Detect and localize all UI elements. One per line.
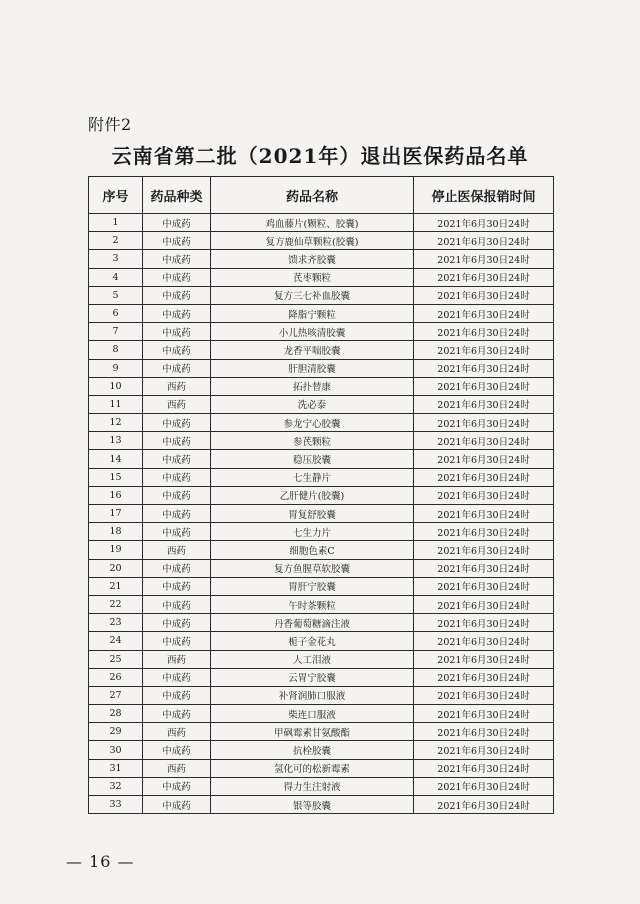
row-stop-time-cell: 2021年6月30日24时: [414, 304, 554, 322]
row-stop-time-cell: 2021年6月30日24时: [414, 541, 554, 559]
column-header-drug-name: 药品名称: [211, 177, 414, 214]
row-category-cell: 中成药: [143, 486, 211, 504]
table-row: [89, 395, 554, 413]
table-row: [89, 450, 554, 468]
row-drug-name-cell: 栀子金花丸: [211, 632, 414, 650]
row-drug-name-cell: 复方三七补血胶囊: [211, 286, 414, 304]
row-index-cell: 22: [89, 595, 143, 613]
row-drug-name-cell: 乙肝健片(胶囊): [211, 486, 414, 504]
row-index-cell: 31: [89, 759, 143, 777]
table-row: [89, 577, 554, 595]
row-stop-time-cell: 2021年6月30日24时: [414, 250, 554, 268]
row-category-cell: 中成药: [143, 668, 211, 686]
row-category-cell: 中成药: [143, 614, 211, 632]
row-index-cell: 25: [89, 650, 143, 668]
row-index-cell: 33: [89, 796, 143, 814]
row-index-cell: 20: [89, 559, 143, 577]
row-stop-time-cell: 2021年6月30日24时: [414, 523, 554, 541]
table-row: [89, 541, 554, 559]
row-stop-time-cell: 2021年6月30日24时: [414, 632, 554, 650]
row-stop-time-cell: 2021年6月30日24时: [414, 468, 554, 486]
row-index-cell: 12: [89, 414, 143, 432]
row-index-cell: 4: [89, 268, 143, 286]
row-drug-name-cell: 鸡血藤片(颗粒、胶囊): [211, 214, 414, 232]
table-row: [89, 486, 554, 504]
table-row: [89, 341, 554, 359]
row-index-cell: 11: [89, 395, 143, 413]
row-stop-time-cell: 2021年6月30日24时: [414, 668, 554, 686]
table-row: [89, 250, 554, 268]
table-row: [89, 414, 554, 432]
row-stop-time-cell: 2021年6月30日24时: [414, 650, 554, 668]
row-category-cell: 中成药: [143, 450, 211, 468]
row-index-cell: 24: [89, 632, 143, 650]
row-index-cell: 8: [89, 341, 143, 359]
row-category-cell: 中成药: [143, 323, 211, 341]
row-drug-name-cell: 补肾润肺口服液: [211, 686, 414, 704]
table-row: [89, 650, 554, 668]
row-index-cell: 26: [89, 668, 143, 686]
table-row: [89, 668, 554, 686]
row-index-cell: 18: [89, 523, 143, 541]
row-drug-name-cell: 七生力片: [211, 523, 414, 541]
row-category-cell: 中成药: [143, 523, 211, 541]
row-category-cell: 中成药: [143, 432, 211, 450]
table-row: [89, 268, 554, 286]
row-index-cell: 3: [89, 250, 143, 268]
row-drug-name-cell: 得力生注射液: [211, 777, 414, 795]
table-row: [89, 595, 554, 613]
row-stop-time-cell: 2021年6月30日24时: [414, 686, 554, 704]
table-row: [89, 323, 554, 341]
table-row: [89, 468, 554, 486]
row-drug-name-cell: 复方鹿仙草颗粒(胶囊): [211, 232, 414, 250]
row-drug-name-cell: 胃复舒胶囊: [211, 505, 414, 523]
row-index-cell: 6: [89, 304, 143, 322]
row-stop-time-cell: 2021年6月30日24时: [414, 614, 554, 632]
row-drug-name-cell: 降脂宁颗粒: [211, 304, 414, 322]
row-category-cell: 中成药: [143, 705, 211, 723]
table-row: [89, 723, 554, 741]
row-drug-name-cell: 云胃宁胶囊: [211, 668, 414, 686]
row-stop-time-cell: 2021年6月30日24时: [414, 759, 554, 777]
row-category-cell: 中成药: [143, 595, 211, 613]
row-stop-time-cell: 2021年6月30日24时: [414, 505, 554, 523]
row-index-cell: 21: [89, 577, 143, 595]
table-row: [89, 359, 554, 377]
table-row: [89, 632, 554, 650]
row-drug-name-cell: 人工泪液: [211, 650, 414, 668]
row-drug-name-cell: 小儿热咳清胶囊: [211, 323, 414, 341]
row-drug-name-cell: 氢化可的松新霉素: [211, 759, 414, 777]
table-row: [89, 304, 554, 322]
row-stop-time-cell: 2021年6月30日24时: [414, 432, 554, 450]
row-index-cell: 32: [89, 777, 143, 795]
table-row: [89, 559, 554, 577]
row-category-cell: 中成药: [143, 741, 211, 759]
row-category-cell: 中成药: [143, 359, 211, 377]
row-stop-time-cell: 2021年6月30日24时: [414, 232, 554, 250]
row-index-cell: 23: [89, 614, 143, 632]
row-stop-time-cell: 2021年6月30日24时: [414, 705, 554, 723]
row-index-cell: 19: [89, 541, 143, 559]
row-stop-time-cell: 2021年6月30日24时: [414, 359, 554, 377]
row-stop-time-cell: 2021年6月30日24时: [414, 796, 554, 814]
row-category-cell: 中成药: [143, 777, 211, 795]
row-stop-time-cell: 2021年6月30日24时: [414, 577, 554, 595]
table-row: [89, 705, 554, 723]
column-header-index: 序号: [89, 177, 143, 214]
row-stop-time-cell: 2021年6月30日24时: [414, 559, 554, 577]
row-category-cell: 中成药: [143, 577, 211, 595]
row-index-cell: 27: [89, 686, 143, 704]
row-drug-name-cell: 龙香平喘胶囊: [211, 341, 414, 359]
row-drug-name-cell: 丹香葡萄糖滴注液: [211, 614, 414, 632]
document-title: 云南省第二批（2021年）退出医保药品名单: [111, 144, 529, 168]
page-number: — 16 —: [66, 852, 135, 871]
row-index-cell: 28: [89, 705, 143, 723]
row-category-cell: 中成药: [143, 304, 211, 322]
row-stop-time-cell: 2021年6月30日24时: [414, 323, 554, 341]
row-index-cell: 17: [89, 505, 143, 523]
row-drug-name-cell: 午时茶颗粒: [211, 595, 414, 613]
row-category-cell: 西药: [143, 650, 211, 668]
row-drug-name-cell: 馈求齐胶囊: [211, 250, 414, 268]
row-drug-name-cell: 柴连口服液: [211, 705, 414, 723]
row-stop-time-cell: 2021年6月30日24时: [414, 214, 554, 232]
row-drug-name-cell: 肝胆清胶囊: [211, 359, 414, 377]
row-index-cell: 7: [89, 323, 143, 341]
row-category-cell: 西药: [143, 759, 211, 777]
row-category-cell: 中成药: [143, 559, 211, 577]
row-drug-name-cell: 七生静片: [211, 468, 414, 486]
row-index-cell: 29: [89, 723, 143, 741]
row-drug-name-cell: 复方鱼腥草软胶囊: [211, 559, 414, 577]
row-drug-name-cell: 参芪颗粒: [211, 432, 414, 450]
row-stop-time-cell: 2021年6月30日24时: [414, 777, 554, 795]
row-stop-time-cell: 2021年6月30日24时: [414, 395, 554, 413]
row-category-cell: 西药: [143, 723, 211, 741]
row-stop-time-cell: 2021年6月30日24时: [414, 450, 554, 468]
row-drug-name-cell: 细胞色素C: [211, 541, 414, 559]
row-category-cell: 中成药: [143, 686, 211, 704]
row-index-cell: 5: [89, 286, 143, 304]
row-index-cell: 9: [89, 359, 143, 377]
row-category-cell: 中成药: [143, 632, 211, 650]
row-category-cell: 中成药: [143, 232, 211, 250]
row-index-cell: 14: [89, 450, 143, 468]
table-row: [89, 796, 554, 814]
table-row: [89, 741, 554, 759]
column-header-stop-time: 停止医保报销时间: [414, 177, 554, 214]
row-category-cell: 中成药: [143, 286, 211, 304]
row-index-cell: 13: [89, 432, 143, 450]
row-stop-time-cell: 2021年6月30日24时: [414, 486, 554, 504]
row-category-cell: 中成药: [143, 214, 211, 232]
table-row: [89, 759, 554, 777]
table-row: [89, 232, 554, 250]
row-stop-time-cell: 2021年6月30日24时: [414, 268, 554, 286]
drug-list-table: [88, 176, 554, 814]
table-row: [89, 777, 554, 795]
row-category-cell: 中成药: [143, 414, 211, 432]
table-body: [89, 214, 554, 814]
row-category-cell: 西药: [143, 377, 211, 395]
row-category-cell: 中成药: [143, 341, 211, 359]
row-index-cell: 16: [89, 486, 143, 504]
table-row: [89, 505, 554, 523]
table-row: [89, 286, 554, 304]
row-category-cell: 中成药: [143, 505, 211, 523]
row-drug-name-cell: 胃肝宁胶囊: [211, 577, 414, 595]
row-index-cell: 10: [89, 377, 143, 395]
row-index-cell: 30: [89, 741, 143, 759]
row-drug-name-cell: 甲砜霉素甘氨酸酯: [211, 723, 414, 741]
table-header-row: [89, 177, 554, 214]
column-header-category: 药品种类: [143, 177, 211, 214]
row-stop-time-cell: 2021年6月30日24时: [414, 341, 554, 359]
row-category-cell: 中成药: [143, 468, 211, 486]
table-row: [89, 432, 554, 450]
table-row: [89, 686, 554, 704]
row-stop-time-cell: 2021年6月30日24时: [414, 741, 554, 759]
row-category-cell: 西药: [143, 395, 211, 413]
row-category-cell: 中成药: [143, 796, 211, 814]
row-stop-time-cell: 2021年6月30日24时: [414, 377, 554, 395]
row-category-cell: 中成药: [143, 250, 211, 268]
row-drug-name-cell: 抗栓胶囊: [211, 741, 414, 759]
row-category-cell: 中成药: [143, 268, 211, 286]
row-category-cell: 西药: [143, 541, 211, 559]
row-index-cell: 2: [89, 232, 143, 250]
row-drug-name-cell: 参龙宁心胶囊: [211, 414, 414, 432]
row-index-cell: 15: [89, 468, 143, 486]
row-drug-name-cell: 稳压胶囊: [211, 450, 414, 468]
row-drug-name-cell: 拓扑替康: [211, 377, 414, 395]
table-row: [89, 214, 554, 232]
row-stop-time-cell: 2021年6月30日24时: [414, 595, 554, 613]
row-stop-time-cell: 2021年6月30日24时: [414, 414, 554, 432]
row-drug-name-cell: 芪枣颗粒: [211, 268, 414, 286]
row-index-cell: 1: [89, 214, 143, 232]
annex-label: 附件2: [88, 115, 132, 134]
row-stop-time-cell: 2021年6月30日24时: [414, 723, 554, 741]
row-stop-time-cell: 2021年6月30日24时: [414, 286, 554, 304]
table-row: [89, 614, 554, 632]
table-row: [89, 377, 554, 395]
row-drug-name-cell: 银等胶囊: [211, 796, 414, 814]
row-drug-name-cell: 洗必泰: [211, 395, 414, 413]
table-row: [89, 523, 554, 541]
